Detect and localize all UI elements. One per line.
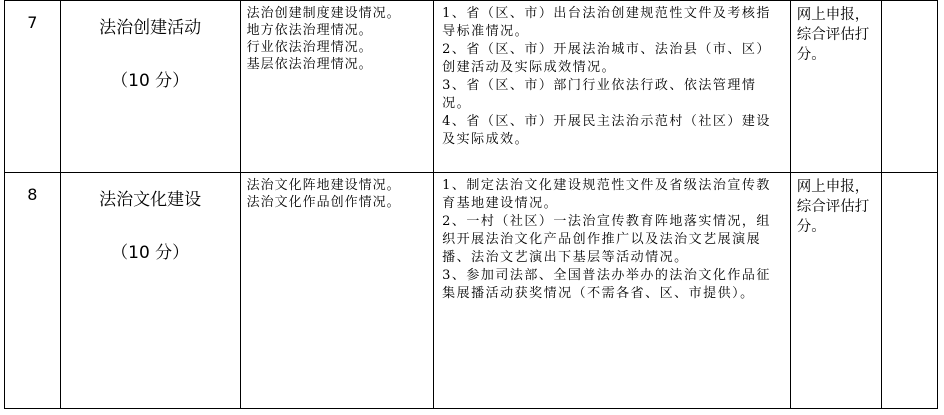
table-row xyxy=(5,173,938,409)
table-row xyxy=(5,1,938,173)
criteria-line: 3、省（区、市）部门行业依法行政、依法管理情况。 xyxy=(442,78,757,111)
evaluation-criteria-cell xyxy=(434,1,791,173)
item-score: （10 分） xyxy=(111,243,190,263)
item-name: 法治创建活动 xyxy=(99,18,202,38)
criteria-line: 2、省（区、市）开展法治城市、法治县（市、区）创建活动及实际成效情况。 xyxy=(442,42,771,75)
content-line: 地方依法治理情况。 xyxy=(246,23,373,38)
empty-cell xyxy=(882,173,938,409)
criteria-line: 1、省（区、市）出台法治创建规范性文件及考核指导标准情况。 xyxy=(442,6,771,39)
content-line: 行业依法治理情况。 xyxy=(246,40,373,55)
evaluation-content-cell xyxy=(240,173,434,409)
content-line: 法治文化阵地建设情况。 xyxy=(246,178,401,193)
criteria-line: 2、一村（社区）一法治宣传教育阵地落实情况，组织开展法治文化产品创作推广以及法治文艺展演展播、法治文艺演出下基层等活动情况。 xyxy=(442,214,771,265)
item-number: 7 xyxy=(5,1,61,173)
content-line: 法治创建制度建设情况。 xyxy=(246,6,401,21)
criteria-line: 1、制定法治文化建设规范性文件及省级法治宣传教育基地建设情况。 xyxy=(442,178,771,211)
item-score: （10 分） xyxy=(111,71,190,91)
content-line: 法治文化作品创作情况。 xyxy=(246,195,401,210)
item-name-cell xyxy=(60,1,240,173)
content-line: 基层依法治理情况。 xyxy=(246,57,373,72)
item-name-cell xyxy=(60,173,240,409)
evaluation-table xyxy=(4,0,938,409)
empty-cell xyxy=(882,1,938,173)
evaluation-method: 网上申报，综合评估打分。 xyxy=(790,173,882,409)
criteria-line: 3、参加司法部、全国普法办举办的法治文化作品征集展播活动获奖情况（不需各省、区、市提供）。 xyxy=(442,268,771,301)
criteria-line: 4、省（区、市）开展民主法治示范村（社区）建设及实际成效。 xyxy=(442,114,771,147)
item-name: 法治文化建设 xyxy=(99,190,202,210)
evaluation-content-cell xyxy=(240,1,434,173)
item-number: 8 xyxy=(5,173,61,409)
evaluation-criteria-cell xyxy=(434,173,791,409)
evaluation-method: 网上申报，综合评估打分。 xyxy=(790,1,882,173)
